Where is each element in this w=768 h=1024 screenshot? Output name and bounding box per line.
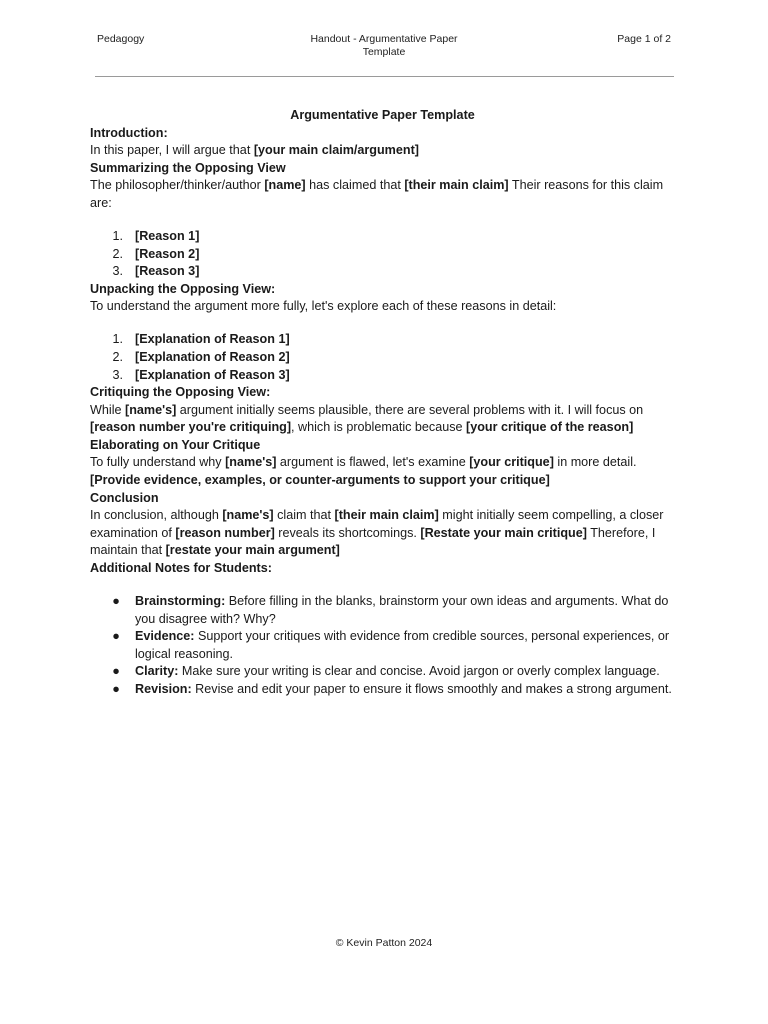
unpacking-heading: Unpacking the Opposing View: [90,281,276,296]
reason-placeholder: [Reason 1] [135,228,200,243]
reason-placeholder: [Reason 2] [135,246,200,261]
note-text: Revise and edit your paper to ensure it flows smoothly and makes a strong argument. [191,681,672,696]
critiquing-text-2: argument initially seems plausible, there are several problems with it. I will focus on [176,402,644,417]
conclusion-heading: Conclusion [90,490,159,505]
reason-placeholder: [Reason 3] [135,264,200,279]
header-center [284,33,484,59]
introduction-text: In this paper, I will argue that [90,143,254,158]
bullet-icon: ● [112,664,120,679]
list-item [90,349,675,367]
header-divider [95,76,674,77]
summarizing-heading: Summarizing the Opposing View [90,160,286,175]
explanation-placeholder: [Explanation of Reason 3] [135,367,290,382]
introduction-paragraph [90,142,675,160]
elaborating-text-2: argument is flawed, let's examine [276,455,470,470]
explanation-placeholder: [Explanation of Reason 2] [135,349,290,364]
header-center-line1: Handout - Argumentative Paper [310,33,458,45]
name-placeholder: [name's] [125,402,177,417]
copyright-footer: © Kevin Patton 2024 [335,937,433,949]
introduction-heading: Introduction: [90,125,168,140]
conclusion-text-4: reveals its shortcomings. [274,525,421,540]
main-argument-placeholder: [restate your main argument] [165,543,340,558]
critique-placeholder: [your critique] [469,455,554,470]
note-label: Evidence: [135,629,195,644]
note-text: Support your critiques with evidence from credible sources, personal experiences, or logical reasoning. [135,629,670,661]
critiquing-text-1: While [90,402,125,417]
notes-heading: Additional Notes for Students: [90,561,272,576]
conclusion-text-5: Therefore, I maintain that [90,525,656,558]
note-text: Before filling in the blanks, brainstorm your own ideas and arguments. What do you disagree with? Why? [135,594,669,626]
summarizing-text-3: Their reasons for this claim are: [90,178,664,210]
list-number: 3. [112,367,123,382]
critiquing-paragraph [90,402,675,437]
page-number: Page 1 of 2 [617,33,671,45]
critiquing-heading: Critiquing the Opposing View: [90,385,271,400]
summarizing-text-2: has claimed that [305,178,405,193]
bullet-icon: ● [112,629,120,644]
note-label: Brainstorming: [135,594,226,609]
list-number: 1. [112,332,123,347]
list-number: 1. [112,228,123,243]
list-item [90,331,675,349]
conclusion-text-3: might initially seem compelling, a closer examination of [90,508,664,540]
note-text: Make sure your writing is clear and concise. Avoid jargon or overly complex language. [178,664,660,679]
reasons-list [90,228,675,281]
list-number: 3. [112,264,123,279]
name-placeholder: [name's] [222,508,274,523]
list-item [90,663,675,681]
list-item [90,228,675,246]
conclusion-text-1: In conclusion, although [90,508,223,523]
list-number: 2. [112,349,123,364]
list-item [90,593,675,628]
name-placeholder: [name] [264,178,306,193]
conclusion-paragraph [90,507,675,560]
list-item [90,263,675,281]
document-title: Argumentative Paper Template [290,108,475,122]
evidence-placeholder: [Provide evidence, examples, or counter-arguments to support your critique] [90,473,550,488]
conclusion-text-2: claim that [273,508,335,523]
reason-number-placeholder: [reason number] [175,525,275,540]
introduction-claim-placeholder: [your main claim/argument] [253,143,419,158]
reason-number-placeholder: [reason number you're critiquing] [90,420,292,435]
list-number: 2. [112,246,123,261]
critique-placeholder: [your critique of the reason] [466,420,634,435]
document-body [90,107,675,699]
explanations-list [90,331,675,384]
summarizing-text-1: The philosopher/thinker/author [90,178,265,193]
critiquing-text-3: , which is problematic because [291,420,467,435]
list-item [90,628,675,663]
header-left: Pedagogy [97,33,145,45]
list-item [90,681,675,699]
bullet-icon: ● [112,594,120,609]
bullet-icon: ● [112,681,120,696]
elaborating-heading: Elaborating on Your Critique [90,437,261,452]
main-claim-placeholder: [their main claim] [404,178,509,193]
elaborating-text-3: in more detail. [553,455,637,470]
note-label: Clarity: [135,664,179,679]
header-center-line2: Template [362,46,406,58]
list-item [90,246,675,264]
summarizing-paragraph [90,177,675,212]
unpacking-paragraph: To understand the argument more fully, let's explore each of these reasons in detail: [90,299,557,314]
name-placeholder: [name's] [225,455,277,470]
notes-list [90,593,675,699]
explanation-placeholder: [Explanation of Reason 1] [135,332,290,347]
main-claim-placeholder: [their main claim] [334,508,439,523]
elaborating-text-1: To fully understand why [90,455,226,470]
critique-placeholder: [Restate your main critique] [420,525,587,540]
note-label: Revision: [135,681,192,696]
list-item [90,367,675,385]
elaborating-paragraph [90,454,675,489]
